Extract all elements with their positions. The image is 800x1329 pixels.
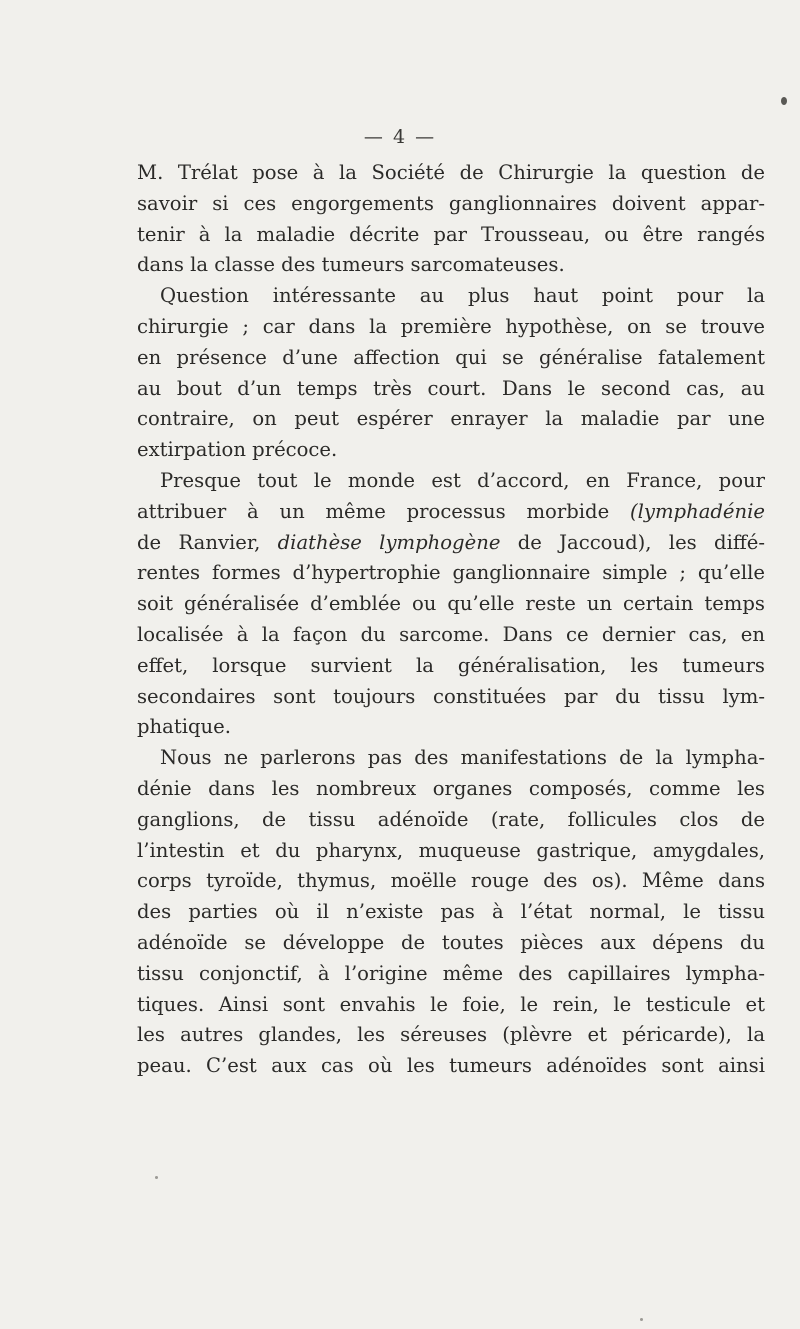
text-line: corps tyroïde, thymus, moëlle rouge des os). Même dans — [137, 869, 765, 893]
text-line: savoir si ces engorgements ganglionnaires doivent appar- — [137, 191, 765, 215]
text-line: chirurgie ; car dans la première hypothèse, on se trouve — [137, 314, 765, 338]
text-line: extirpation précoce. — [137, 438, 338, 462]
text-line: des parties où il n’existe pas à l’état normal, le tissu — [137, 900, 765, 924]
text-line: phatique. — [137, 715, 231, 739]
text-line: dans la classe des tumeurs sarcomateuses. — [137, 253, 565, 277]
text-line: tissu conjonctif, à l’origine même des capillaires lympha- — [137, 961, 765, 985]
text-segment: de Jaccoud), les diffé- — [517, 530, 765, 554]
text-line: Question intéressante au plus haut point pour la — [160, 284, 765, 308]
text-line: au bout d’un temps très court. Dans le second cas, au — [137, 376, 765, 400]
text-line: secondaires sont toujours constituées par du tissu lym- — [137, 684, 765, 708]
italic-term: diathèse lymphogène — [277, 530, 501, 554]
text-line: les autres glandes, les séreuses (plèvre et péricarde), la — [137, 1023, 765, 1047]
text-line: Nous ne parlerons pas des manifestations de la lympha- — [160, 746, 765, 770]
page-number: — 4 — — [363, 126, 437, 148]
text-line: M. Trélat pose à la Société de Chirurgie la question de — [137, 161, 765, 184]
text-line: tenir à la maladie décrite par Trousseau, ou être rangés — [137, 222, 765, 246]
body-text — [137, 158, 765, 1082]
text-line: en présence d’une affection qui se généralise fatalement — [137, 345, 765, 369]
text-line: adénoïde se développe de toutes pièces aux dépens du — [137, 930, 765, 954]
text-line: localisée à la façon du sarcome. Dans ce dernier cas, en — [137, 622, 765, 646]
text-line: peau. C’est aux cas où les tumeurs adénoïdes sont ainsi — [137, 1054, 765, 1078]
text-line: l’intestin et du pharynx, muqueuse gastrique, amygdales, — [137, 838, 765, 862]
text-line — [137, 528, 765, 559]
text-segment: attribuer à un même processus morbide — [137, 499, 610, 523]
text-segment: de Ranvier, — [137, 530, 261, 554]
text-line: Presque tout le monde est d’accord, en France, pour — [160, 468, 765, 492]
ink-spot — [781, 97, 787, 105]
text-line: contraire, on peut espérer enrayer la maladie par une — [137, 407, 765, 431]
text-line: soit généralisée d’emblée ou qu’elle reste un certain temps — [137, 592, 765, 616]
text-line: effet, lorsque survient la généralisation, les tumeurs — [137, 653, 765, 677]
paper-speck — [155, 1176, 158, 1179]
italic-term: (lymphadénie — [629, 499, 765, 523]
text-line — [137, 497, 765, 528]
text-line: rentes formes d’hypertrophie ganglionnaire simple ; qu’elle — [137, 561, 765, 585]
text-line: tiques. Ainsi sont envahis le foie, le rein, le testicule et — [137, 992, 765, 1016]
text-line: dénie dans les nombreux organes composés, comme les — [137, 776, 765, 800]
text-line: ganglions, de tissu adénoïde (rate, follicules clos de — [137, 807, 765, 831]
paper-speck — [640, 1318, 643, 1321]
